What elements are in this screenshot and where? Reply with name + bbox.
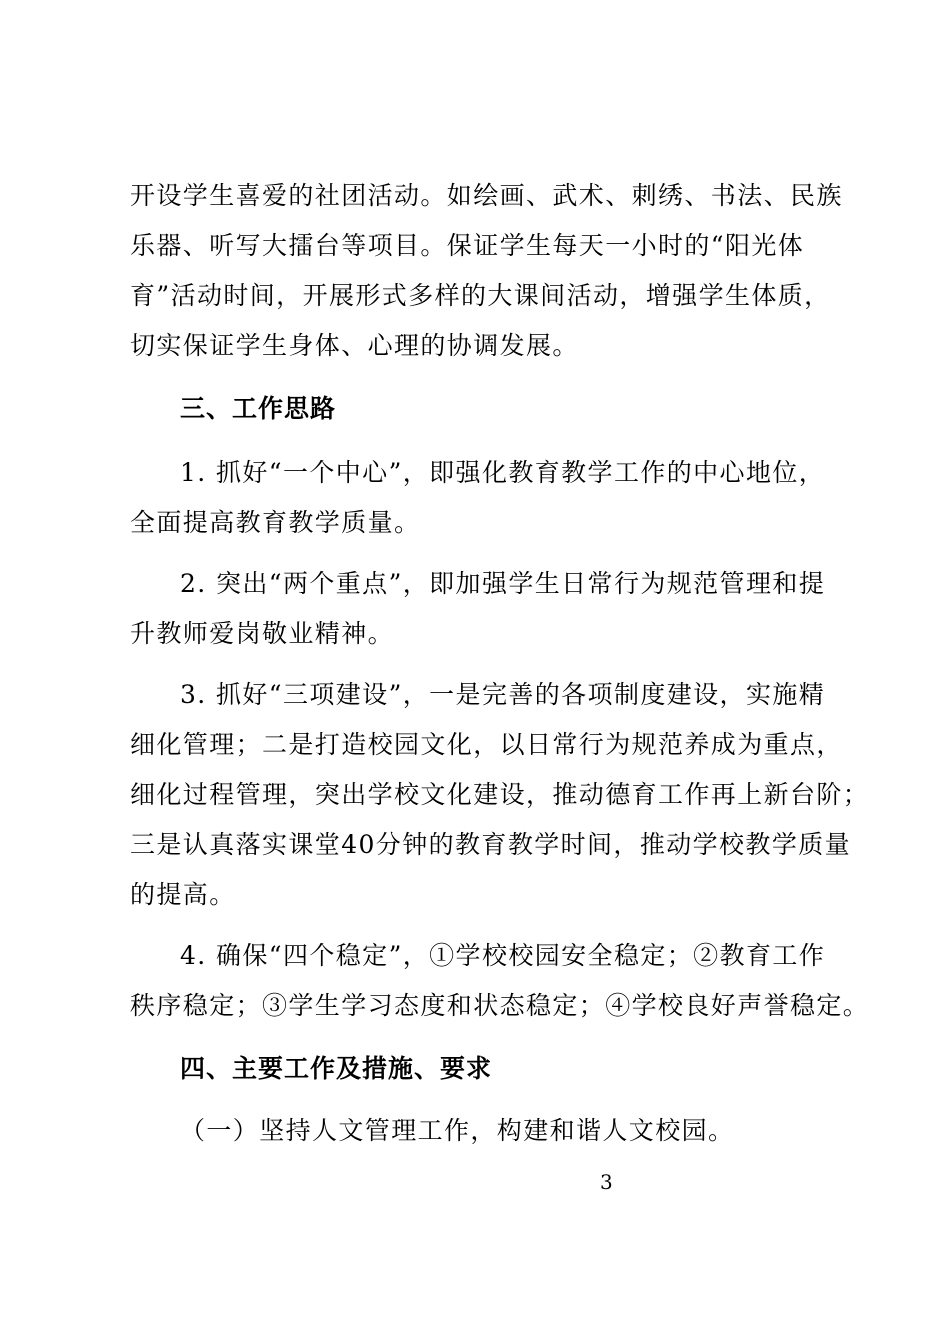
text-line: 细化管理；二是打造校园文化，以日常行为规范养成为重点， bbox=[130, 730, 843, 759]
section-heading: 四、主要工作及措施、要求 bbox=[180, 1054, 493, 1083]
text-line: 1. 抓好“一个中心”，即强化教育教学工作的中心地位， bbox=[180, 458, 826, 487]
subsection-heading: （一）坚持人文管理工作，构建和谐人文校园。 bbox=[180, 1116, 735, 1145]
text-line: 乐器、听写大擂台等项目。保证学生每天一小时的“阳光体 bbox=[130, 231, 805, 260]
page-number: 3 bbox=[600, 1170, 613, 1194]
text-line: 切实保证学生身体、心理的协调发展。 bbox=[130, 331, 579, 360]
text-line: 秩序稳定；③学生学习态度和状态稳定；④学校良好声誉稳定。 bbox=[130, 991, 870, 1020]
text-line: 开设学生喜爱的社团活动。如绘画、武术、刺绣、书法、民族 bbox=[130, 181, 843, 210]
text-line: 2. 突出“两个重点”，即加强学生日常行为规范管理和提 bbox=[180, 569, 826, 598]
text-line: 育”活动时间，开展形式多样的大课间活动，增强学生体质， bbox=[130, 281, 831, 310]
text-line: 三是认真落实课堂40分钟的教育教学时间，推动学校教学质量 bbox=[130, 830, 852, 859]
text-line: 升教师爱岗敬业精神。 bbox=[130, 619, 395, 648]
section-heading: 三、工作思路 bbox=[180, 394, 337, 423]
text-line: 全面提高教育教学质量。 bbox=[130, 508, 421, 537]
text-line: 细化过程管理，突出学校文化建设，推动德育工作再上新台阶； bbox=[130, 780, 870, 809]
text-line: 4. 确保“四个稳定”，①学校校园安全稳定；②教育工作 bbox=[180, 941, 826, 970]
text-line: 3. 抓好“三项建设”，一是完善的各项制度建设，实施精 bbox=[180, 680, 826, 709]
text-line: 的提高。 bbox=[130, 880, 236, 909]
